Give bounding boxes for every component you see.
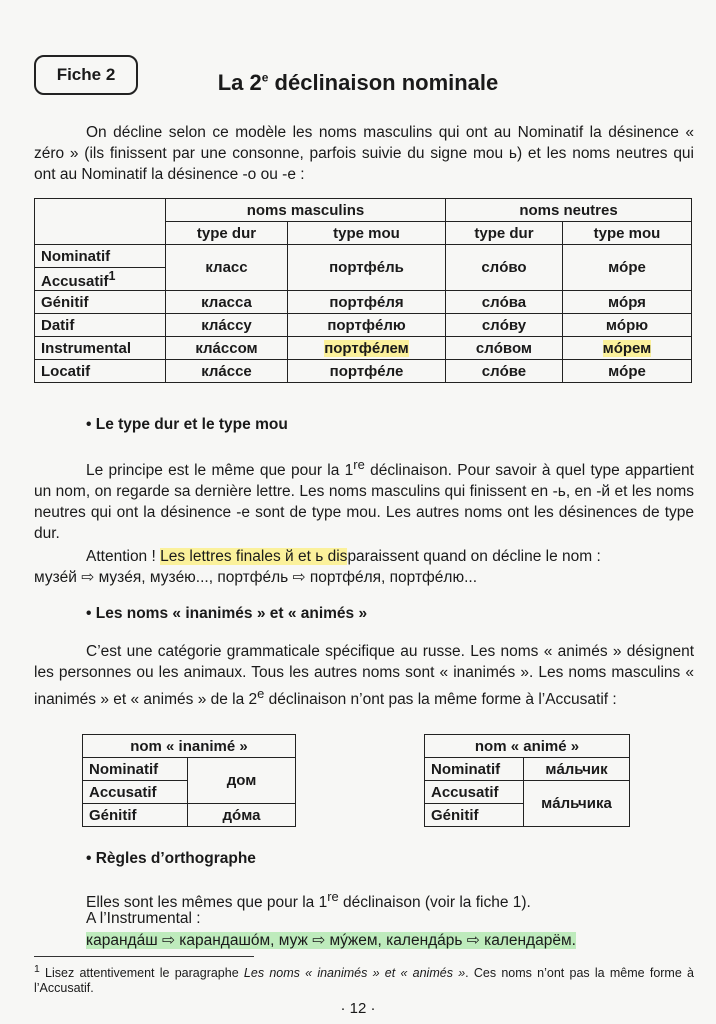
text: paraissent quand on décline le nom :: [347, 548, 601, 565]
table-row: [35, 337, 692, 360]
text: . Ces noms n’ont pas la même forme à l’Accusatif.: [34, 966, 694, 996]
case-accusatif: Accusatif: [83, 781, 188, 804]
form-cell: мáльчика: [524, 781, 630, 827]
form-cell: слóву: [446, 314, 563, 337]
section3-line3: [86, 930, 686, 951]
inanime-table: [82, 734, 296, 827]
section1-paragraph: [34, 454, 694, 544]
title-prefix: La 2: [217, 70, 262, 95]
form-cell: мóре: [562, 245, 691, 291]
table-row: [83, 758, 296, 781]
form-cell: слóвом: [446, 337, 563, 360]
form-cell: [287, 337, 445, 360]
fiche-label: Fiche 2: [34, 55, 138, 95]
section-heading: • Le type dur et le type mou: [86, 416, 288, 433]
case-accusatif-label: Accusatif: [41, 272, 109, 290]
form-cell: класса: [166, 291, 288, 314]
sub-header: type mou: [287, 222, 445, 245]
form-cell: мóря: [562, 291, 691, 314]
table-row: [35, 314, 692, 337]
attention-paragraph: [34, 546, 694, 567]
sub-header: type mou: [562, 222, 691, 245]
case-nominatif: Nominatif: [83, 758, 188, 781]
table-row: [35, 245, 692, 268]
case-nominatif: Nominatif: [425, 758, 524, 781]
intro-paragraph: On décline selon ce modèle les noms masculins qui ont au Nominatif la désinence « zéro » (ils finissent par une consonne, parfois suivie du signe mou ь) et les noms neutres qui ont au Nominatif la désinence -o ou -e :: [34, 124, 694, 183]
text: Elles sont les mêmes que pour la 1: [86, 894, 328, 912]
footnote-divider: [34, 956, 254, 957]
table-row: [35, 291, 692, 314]
highlighted-text: карандáш ⇨ карандашóм, муж ⇨ мýжем, календáрь ⇨ календарём.: [86, 932, 576, 949]
case-accusatif: Accusatif: [425, 781, 524, 804]
form-cell: портфéль: [287, 245, 445, 291]
case-genitif: Génitif: [35, 291, 166, 314]
sup: e: [257, 686, 265, 701]
form-cell: [562, 337, 691, 360]
anime-table: [424, 734, 630, 827]
title-sup: e: [261, 70, 269, 85]
table-header: nom « inanimé »: [83, 735, 296, 758]
form-cell: слóва: [446, 291, 563, 314]
case-accusatif: [35, 268, 166, 291]
footnote-ref: 1: [108, 268, 116, 283]
text: déclinaison. Pour savoir à quel type appartient un nom, on regarde sa dernière lettre. Les noms masculins qui finissent en -ь, en -й et les noms neutres qui ont la désinence -e sont de type mou. Les autres noms ont les désinences de type dur.: [34, 462, 694, 543]
group-neut: noms neutres: [446, 199, 692, 222]
footnote: [34, 962, 694, 996]
corner-cell: [35, 199, 166, 245]
footnote-number: 1: [34, 964, 40, 975]
text: déclinaison n’ont pas la même forme à l’Accusatif :: [264, 691, 617, 709]
table-row: [83, 735, 296, 758]
case-genitif: Génitif: [425, 804, 524, 827]
attention-example: музéй ⇨ музéя, музéю..., портфéль ⇨ портфéля, портфéлю...: [34, 569, 477, 586]
form-cell: мóре: [562, 360, 691, 383]
form-cell: портфéлю: [287, 314, 445, 337]
table-row: [425, 735, 630, 758]
sup: re: [327, 889, 339, 904]
table-row: [35, 199, 692, 222]
declension-table: [34, 198, 692, 383]
sub-header: type dur: [166, 222, 288, 245]
case-nominatif: Nominatif: [35, 245, 166, 268]
sup: re: [353, 457, 365, 472]
form-cell: клáссу: [166, 314, 288, 337]
case-instrumental: Instrumental: [35, 337, 166, 360]
highlighted-text: Les lettres finales й et ь dis: [160, 548, 348, 565]
form-cell: мáльчик: [524, 758, 630, 781]
page-title: [0, 70, 716, 96]
sub-header: type dur: [446, 222, 563, 245]
text: Attention !: [86, 548, 161, 565]
text: Lisez attentivement le paragraphe: [39, 966, 244, 981]
case-genitif: Génitif: [83, 804, 188, 827]
text-italic: Les noms « inanimés » et « animés »: [243, 966, 466, 981]
form-cell: слóве: [446, 360, 563, 383]
section-heading: • Les noms « inanimés » et « animés »: [86, 605, 368, 622]
section-heading: • Règles d’orthographe: [86, 850, 256, 867]
form-cell: клáссом: [166, 337, 288, 360]
title-suffix: déclinaison nominale: [268, 70, 499, 95]
text: Le principe est le même que pour la 1: [86, 462, 354, 480]
form-cell: портфéля: [287, 291, 445, 314]
case-datif: Datif: [35, 314, 166, 337]
table-row: [35, 360, 692, 383]
table-row: [83, 804, 296, 827]
case-locatif: Locatif: [35, 360, 166, 383]
form-cell: мóрю: [562, 314, 691, 337]
form-cell: дóма: [188, 804, 296, 827]
highlighted-form: портфéлем: [324, 339, 409, 357]
text: déclinaison (voir la fiche 1).: [338, 894, 531, 912]
page-number: · 12 ·: [340, 1000, 376, 1017]
table-row: [425, 758, 630, 781]
form-cell: портфéле: [287, 360, 445, 383]
form-cell: клáссе: [166, 360, 288, 383]
section3-line2: A l’Instrumental :: [86, 910, 201, 927]
form-cell: дом: [188, 758, 296, 804]
section2-paragraph: [34, 641, 694, 710]
highlighted-form: мóрем: [602, 339, 652, 357]
text: C’est une catégorie grammaticale spécifique au russe. Les noms « animés » désignent les personnes ou les animaux. Tous les autres noms sont « inanimés ». Les noms masculins « inanimés » et « animés » de la 2: [34, 643, 694, 709]
form-cell: класс: [166, 245, 288, 291]
table-row: [425, 781, 630, 804]
form-cell: слóво: [446, 245, 563, 291]
group-masc: noms masculins: [166, 199, 446, 222]
table-header: nom « animé »: [425, 735, 630, 758]
